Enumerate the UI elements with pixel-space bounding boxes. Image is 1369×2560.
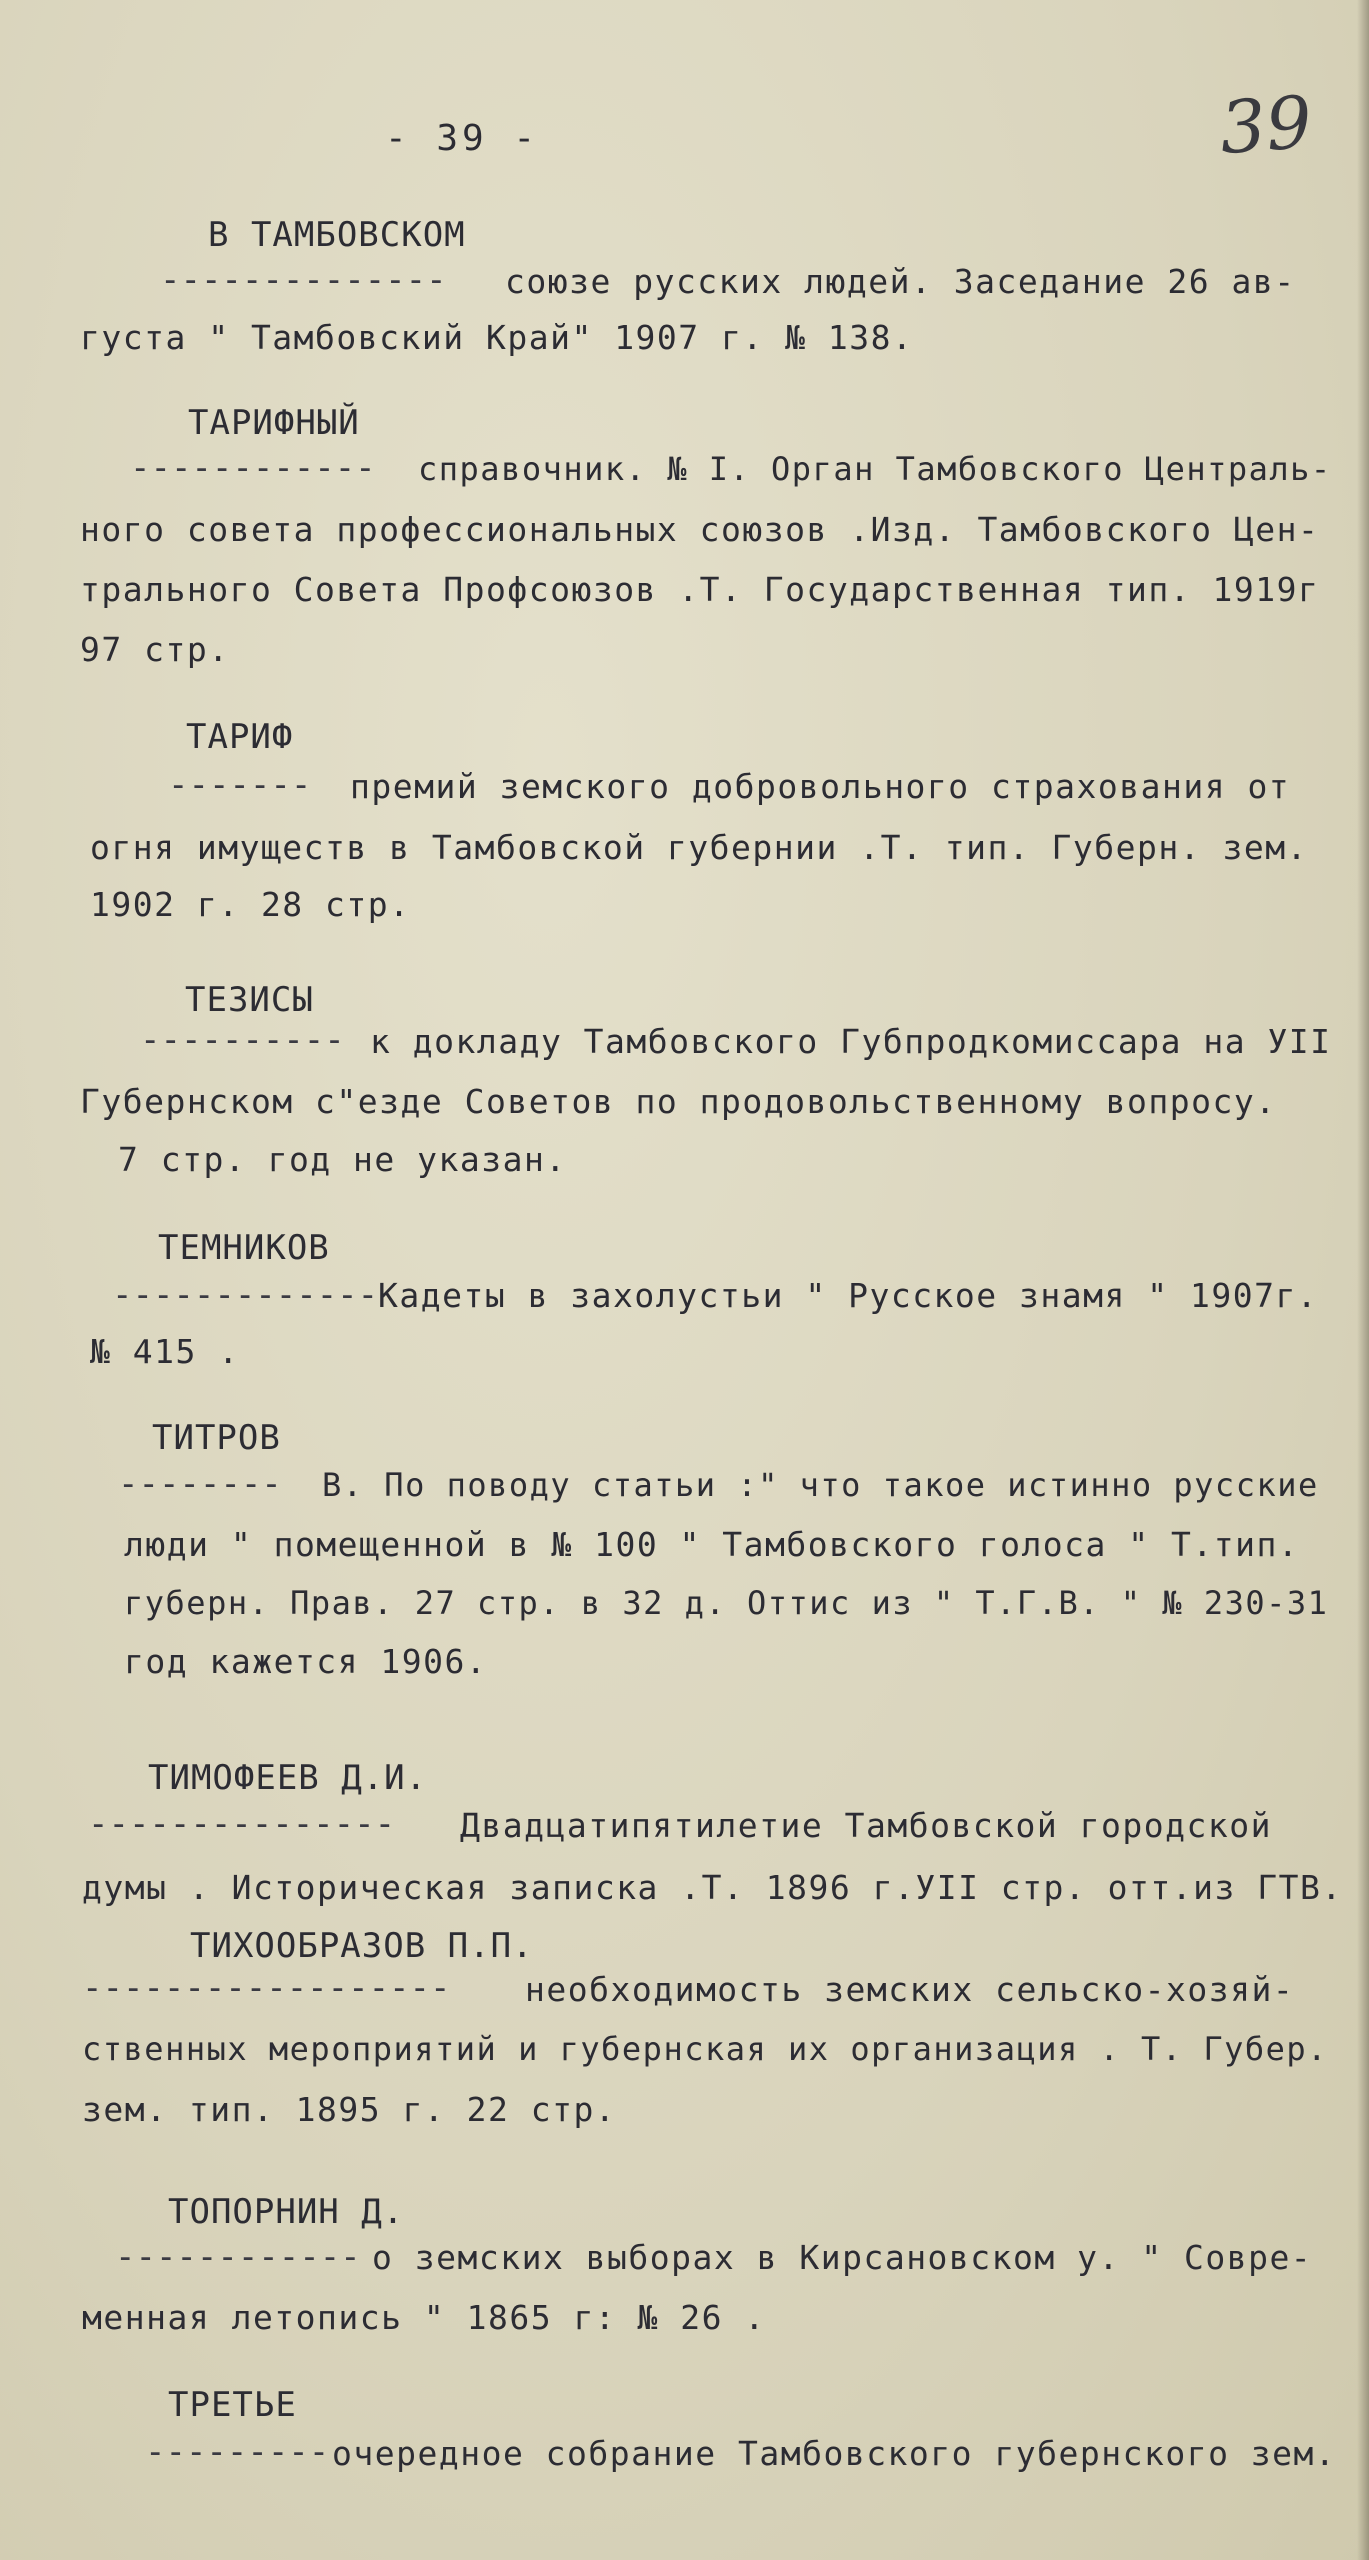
entry-heading: В ТАМБОВСКОМ (208, 215, 466, 255)
entry-dashes: ------- (168, 765, 312, 805)
entry-line: необходимость земских сельско-хозяй- (525, 1970, 1295, 2009)
entry-line: думы . Историческая записка .Т. 1896 г.УII стр. отт.из ГТВ. (82, 1868, 1343, 1907)
entry-line: зем. тип. 1895 г. 22 стр. (82, 2090, 617, 2129)
page-number: - 39 - (385, 118, 540, 159)
page-edge-shadow (1357, 0, 1369, 2560)
entry-line: В. По поводу статьи :" что такое истинно русские (322, 1466, 1319, 1504)
entry-line: ственных мероприятий и губернская их организация . Т. Губер. (82, 2030, 1328, 2068)
entry-heading: ТАРИФ (186, 717, 294, 757)
entry-line: 97 стр. (80, 630, 230, 669)
entry-heading: ТИХООБРАЗОВ П.П. (190, 1926, 534, 1966)
entry-dashes: --------- (145, 2432, 330, 2472)
entry-line: ного совета профессиональных союзов .Изд. Тамбовского Цен- (80, 510, 1320, 549)
entry-dashes: ------------ (130, 448, 376, 488)
entry-line: 1902 г. 28 стр. (90, 885, 411, 924)
entry-line: менная летопись " 1865 г: № 26 . (82, 2298, 766, 2337)
entry-line: огня имуществ в Тамбовской губернии .Т. тип. Губерн. зем. (90, 828, 1308, 867)
handwritten-page-number: 39 (1217, 79, 1315, 171)
entry-dashes: -------------- (160, 260, 447, 300)
entry-heading: ТОПОРНИН Д. (168, 2192, 405, 2232)
entry-heading: ТИМОФЕЕВ Д.И. (148, 1758, 428, 1798)
entry-line: губерн. Прав. 27 стр. в 32 д. Оттис из " Т.Г.В. " № 230-31 (124, 1584, 1329, 1622)
entry-heading: ТАРИФНЫЙ (188, 403, 360, 443)
entry-line: о земских выборах в Кирсановском у. " Совре- (372, 2238, 1313, 2277)
entry-line: премий земского добровольного страхования от (350, 767, 1291, 806)
entry-heading: ТЕМНИКОВ (158, 1228, 330, 1268)
entry-line: Двадцатипятилетие Тамбовской городской (460, 1806, 1272, 1845)
entry-line: 7 стр. год не указан. (118, 1140, 567, 1179)
entry-line: люди " помещенной в № 100 " Тамбовского голоса " Т.тип. (124, 1525, 1300, 1564)
entry-heading: ТРЕТЬЕ (168, 2385, 297, 2425)
entry-line: № 415 . (90, 1332, 240, 1371)
entry-line: Кадеты в захолустьи " Русское знамя " 1907г. (378, 1276, 1319, 1315)
entry-dashes: --------------- (88, 1804, 396, 1844)
entry-heading: ТИТРОВ (152, 1418, 281, 1458)
entry-heading: ТЕЗИСЫ (185, 980, 314, 1020)
entry-line: Губернском с"езде Советов по продовольственному вопросу. (80, 1082, 1277, 1121)
entry-dashes: -------- (118, 1464, 282, 1504)
entry-line: очередное собрание Тамбовского губернского зем. (332, 2434, 1337, 2473)
entry-line: трального Совета Профсоюзов .Т. Государственная тип. 1919г (80, 570, 1320, 609)
entry-dashes: ---------- (140, 1020, 345, 1060)
entry-line: к докладу Тамбовского Губпродкомиссара на УII (370, 1022, 1332, 1061)
entry-dashes: ------------ (115, 2237, 361, 2277)
entry-line: густа " Тамбовский Край" 1907 г. № 138. (80, 318, 914, 357)
entry-line: справочник. № I. Орган Тамбовского Централь- (418, 450, 1332, 488)
entry-line: союзе русских людей. Заседание 26 ав- (505, 262, 1296, 301)
entry-line: год кажется 1906. (124, 1642, 488, 1681)
entry-dashes: ------------------ (82, 1968, 451, 2008)
entry-dashes: ------------- (112, 1275, 379, 1315)
